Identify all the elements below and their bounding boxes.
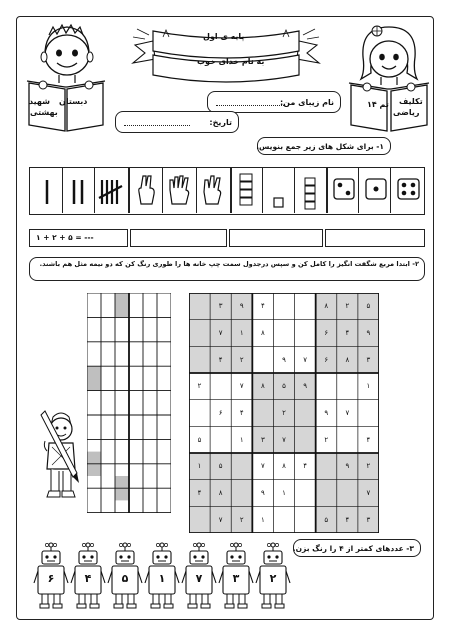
magic-square-cell: ۵ bbox=[197, 435, 202, 444]
question-1-text: ۱- برای شکل های زیر جمع بنویس. bbox=[256, 142, 384, 151]
magic-square-cell: ۸ bbox=[282, 462, 286, 471]
magic-square-cell: ۸ bbox=[345, 355, 350, 364]
robots-row bbox=[33, 541, 303, 613]
name-label: نام زیبای من: bbox=[279, 98, 334, 107]
q1-example-sum: ۱ + ۲ + ۵ = --- bbox=[36, 233, 94, 242]
robot-figure[interactable] bbox=[218, 541, 254, 611]
grade-title: پایه ی اول bbox=[203, 32, 245, 41]
answer-box-dice[interactable] bbox=[325, 229, 425, 247]
date-field-box[interactable] bbox=[115, 111, 239, 133]
magic-square-cell: ۲ bbox=[282, 408, 286, 417]
magic-square-cell: ۶ bbox=[324, 355, 329, 364]
magic-square-cell[interactable] bbox=[295, 320, 316, 347]
robot-figure[interactable] bbox=[144, 541, 180, 611]
question-3-text: ۳- عددهای کمتر از ۴ را رنگ بزن. bbox=[292, 544, 414, 553]
magic-square-cell: ۴ bbox=[366, 435, 371, 444]
magic-square-cell: ۹ bbox=[324, 408, 329, 417]
magic-square-cell[interactable] bbox=[316, 480, 337, 507]
magic-square-cell: ۱ bbox=[197, 462, 202, 471]
magic-square-cell: ۳ bbox=[366, 355, 371, 364]
magic-square-cell: ۸ bbox=[261, 328, 265, 337]
magic-square-cell: ۷ bbox=[345, 408, 350, 417]
magic-square-cell[interactable] bbox=[252, 346, 273, 373]
assignment-label: تکلیف bbox=[399, 97, 423, 106]
magic-square-cell: ۵ bbox=[282, 382, 286, 391]
hand-four-fingers-icon bbox=[166, 174, 194, 208]
die-two-icon bbox=[332, 176, 356, 204]
robot-number: ۵ bbox=[121, 572, 129, 585]
magic-square-cell: ۳ bbox=[261, 435, 265, 444]
magic-square-cell: ۲ bbox=[239, 355, 244, 364]
magic-square-cell: ۳ bbox=[366, 515, 371, 524]
date-label: تاریخ: bbox=[209, 118, 232, 127]
magic-square-cell[interactable] bbox=[189, 293, 210, 320]
magic-square-cell: ۱ bbox=[261, 515, 265, 524]
magic-square-cell: ۲ bbox=[345, 302, 350, 311]
magic-square-cell: ۵ bbox=[218, 462, 223, 471]
magic-square-cell[interactable] bbox=[273, 320, 294, 347]
robot-figure[interactable] bbox=[255, 541, 291, 611]
magic-square-cell: ۷ bbox=[282, 435, 286, 444]
magic-square-cell: ۹ bbox=[303, 382, 307, 391]
magic-square-cell[interactable] bbox=[189, 346, 210, 373]
magic-square-cell[interactable] bbox=[273, 293, 294, 320]
magic-square-cell[interactable] bbox=[337, 426, 358, 453]
magic-square-cell[interactable] bbox=[189, 506, 210, 533]
magic-square-cell: ۸ bbox=[218, 488, 223, 497]
magic-square-cell: ۴ bbox=[345, 328, 350, 337]
magic-square-cell: ۸ bbox=[324, 302, 329, 311]
block-single-icon bbox=[270, 172, 288, 212]
magic-square-cell: ۷ bbox=[303, 355, 307, 364]
blocks-tower-icon bbox=[236, 172, 258, 212]
die-four-icon bbox=[396, 176, 422, 204]
tally-one-icon bbox=[38, 178, 56, 206]
magic-square-cell: ۵ bbox=[366, 302, 371, 311]
magic-square-cell: ۲ bbox=[197, 382, 202, 391]
magic-square-cell[interactable] bbox=[295, 426, 316, 453]
magic-square-cell: ۵ bbox=[324, 515, 329, 524]
magic-square-cell: ۷ bbox=[218, 515, 223, 524]
magic-square-cell[interactable] bbox=[210, 426, 231, 453]
magic-square-cell[interactable] bbox=[189, 320, 210, 347]
magic-square-cell[interactable] bbox=[295, 506, 316, 533]
magic-square-cell[interactable] bbox=[337, 373, 358, 400]
robot-number: ۲ bbox=[269, 572, 277, 585]
robot-number: ۳ bbox=[232, 572, 240, 585]
magic-square-cell: ۱ bbox=[239, 435, 244, 444]
magic-square-cell: ۶ bbox=[218, 408, 223, 417]
magic-square-grid[interactable] bbox=[189, 293, 379, 533]
question-2-box bbox=[29, 257, 425, 281]
tally-two-icon bbox=[68, 178, 90, 206]
magic-square-cell: ۴ bbox=[303, 462, 307, 471]
theme-number: تم ۱۴ bbox=[367, 100, 389, 109]
magic-square-cell: ۶ bbox=[324, 328, 329, 337]
magic-square-cell[interactable] bbox=[295, 293, 316, 320]
magic-square-cell: ۹ bbox=[239, 302, 244, 311]
magic-square-cell[interactable] bbox=[231, 480, 252, 507]
robot-figure[interactable] bbox=[33, 541, 69, 611]
magic-square-cell: ۹ bbox=[282, 355, 286, 364]
answer-box-tally[interactable] bbox=[29, 229, 128, 247]
magic-square-cell: ۴ bbox=[345, 515, 350, 524]
school-label: دبستان bbox=[59, 97, 88, 106]
magic-square-cell: ۹ bbox=[345, 462, 350, 471]
school-word: شهید bbox=[29, 97, 51, 106]
coloring-grid[interactable] bbox=[87, 293, 171, 513]
robot-figure[interactable] bbox=[181, 541, 217, 611]
magic-square-cell: ۷ bbox=[261, 462, 265, 471]
robot-number: ۴ bbox=[84, 572, 92, 585]
magic-square-cell[interactable] bbox=[316, 373, 337, 400]
magic-square-cell[interactable] bbox=[252, 400, 273, 427]
robot-number: ۶ bbox=[47, 572, 55, 585]
die-one-icon bbox=[364, 176, 388, 204]
magic-square-cell: ۳ bbox=[218, 302, 223, 311]
magic-square-cell: ۲ bbox=[366, 462, 371, 471]
magic-square-cell: ۹ bbox=[366, 328, 371, 337]
magic-square-cell: ۹ bbox=[261, 488, 265, 497]
answer-box-hands[interactable] bbox=[130, 229, 227, 247]
blocks-small-stack-icon bbox=[300, 172, 322, 212]
magic-square-cell: ۴ bbox=[239, 408, 244, 417]
magic-square-cell[interactable] bbox=[189, 400, 210, 427]
magic-square-cell[interactable] bbox=[358, 400, 379, 427]
name-field-box[interactable] bbox=[207, 91, 341, 113]
date-blank-line[interactable] bbox=[124, 125, 190, 126]
magic-square-cell: ۴ bbox=[218, 355, 223, 364]
hand-two-fingers-icon bbox=[134, 174, 160, 208]
magic-square-cell[interactable] bbox=[210, 373, 231, 400]
basmala-title: به نام خدای خوب bbox=[197, 57, 265, 66]
magic-square-cell: ۱ bbox=[282, 488, 286, 497]
magic-square-cell[interactable] bbox=[273, 506, 294, 533]
robot-figure[interactable] bbox=[107, 541, 143, 611]
robot-number: ۷ bbox=[195, 572, 203, 585]
question-1-box bbox=[257, 137, 391, 155]
robot-number: ۱ bbox=[158, 572, 166, 585]
subject-label: ریاضی bbox=[393, 108, 420, 117]
magic-square-cell[interactable] bbox=[295, 400, 316, 427]
magic-square-cell: ۱ bbox=[239, 328, 244, 337]
magic-square-cell: ۷ bbox=[218, 328, 223, 337]
magic-square-cell: ۴ bbox=[261, 302, 265, 311]
magic-square-cell[interactable] bbox=[337, 480, 358, 507]
magic-square-cell: ۸ bbox=[261, 382, 265, 391]
magic-square-cell: ۴ bbox=[197, 488, 202, 497]
magic-square-cell[interactable] bbox=[295, 480, 316, 507]
school-name: بهشتی bbox=[30, 108, 58, 117]
magic-square-cell: ۲ bbox=[324, 435, 329, 444]
magic-square-cell: ۷ bbox=[239, 382, 244, 391]
magic-square-cell: ۱ bbox=[366, 382, 371, 391]
answer-box-blocks[interactable] bbox=[229, 229, 323, 247]
hand-three-fingers-icon bbox=[200, 174, 226, 208]
magic-square-cell: ۲ bbox=[239, 515, 244, 524]
boy-with-pencil-illustration bbox=[37, 407, 85, 503]
magic-square-cell[interactable] bbox=[231, 453, 252, 480]
worksheet-page bbox=[16, 16, 434, 620]
robot-figure[interactable] bbox=[70, 541, 106, 611]
question-3-box bbox=[293, 539, 421, 557]
magic-square-cell: ۷ bbox=[366, 488, 371, 497]
magic-square-cell[interactable] bbox=[316, 453, 337, 480]
tally-five-icon bbox=[98, 178, 126, 206]
question-2-text: ۲- ابتدا مربع شگفت انگیز را کامل کن و سپس درجدول سمت چپ خانه ها را طوری رنگ کن که دو نیمه مثل هم باشند. bbox=[39, 260, 419, 268]
name-blank-line[interactable] bbox=[216, 105, 284, 106]
q1-picture-strip bbox=[29, 167, 425, 215]
